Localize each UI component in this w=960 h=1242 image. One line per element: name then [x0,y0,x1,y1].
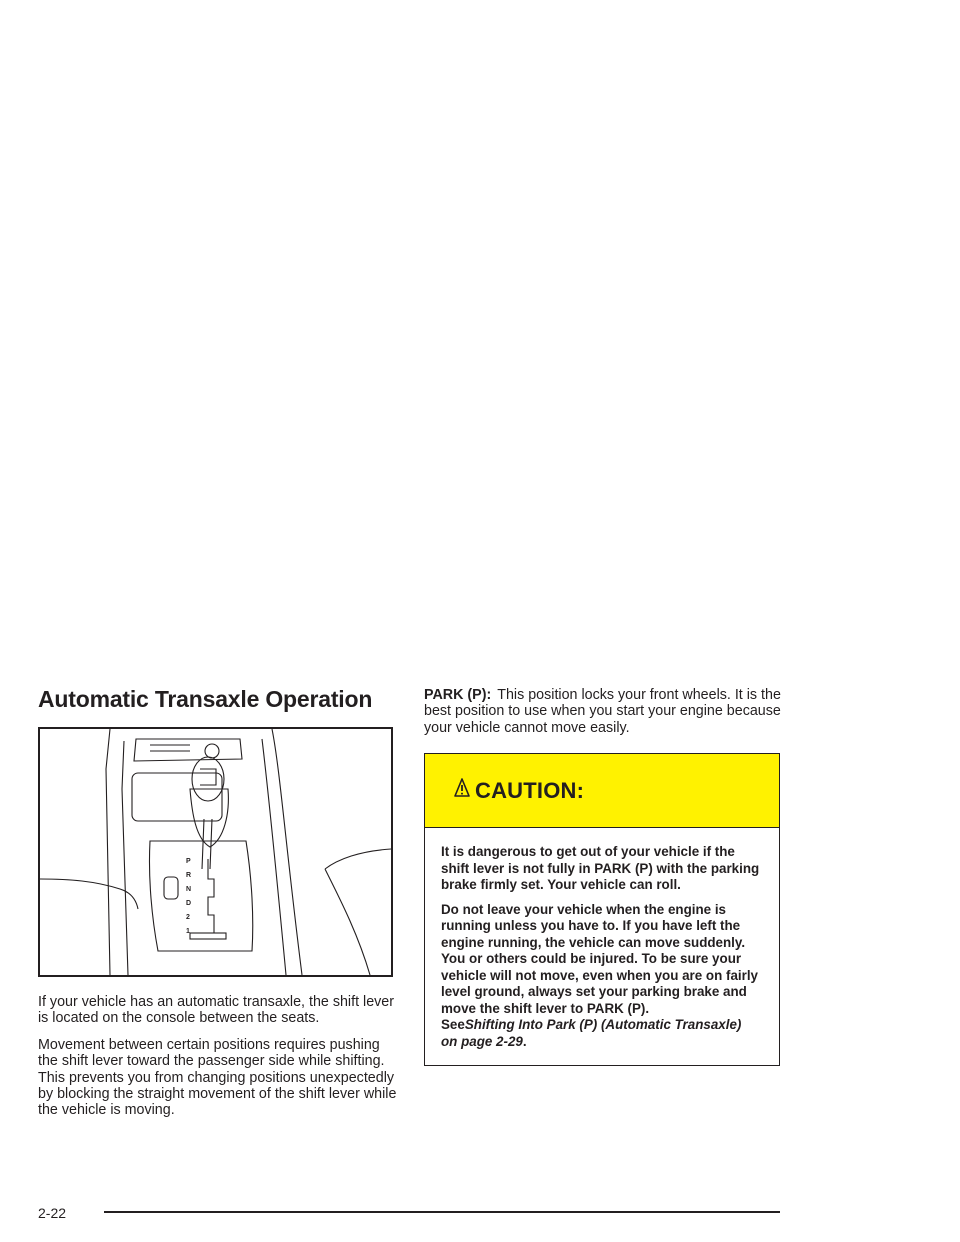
vent-slot [150,745,190,751]
page-number: 2-22 [38,1205,67,1221]
console-inner-right [262,739,286,975]
vent-top [134,739,242,761]
period: . [522,1033,527,1049]
shift-label-1: 1 [186,928,190,935]
cross-reference-link[interactable]: Shifting Into Park (P) (Automatic Transaxle) on page 2-29 [441,1017,742,1049]
caution-header [425,754,779,828]
paragraph: Movement between certain positions requires pushing the shift lever toward the passenger side while shifting. This prevents you from changing positions unexpectedly by blocking the straight movement of the shift lever while the vehicle is moving. [38,1036,397,1119]
shift-stem [202,819,212,869]
knob-button [200,769,216,785]
lighter-knob [205,744,219,758]
caution-text: Do not leave your vehicle when the engine is running unless you have to. If you have left the engine running, the vehicle can move suddenly. You or others could be injured. To be sure your vehicle will not move, even when you are on fairly level ground, always set your parking brake and move the shift lever to PARK (P). [441,901,759,1016]
caution-body [425,828,779,1050]
console-inner [122,741,128,975]
footer-rule [104,1211,780,1213]
seat-left-outline [40,879,138,909]
shift-knob [192,757,224,801]
park-text: This position locks your front wheels. It is the best position to use when you start your engine because your vehicle cannot move easily. [424,687,781,736]
shift-label-r: R [186,872,192,879]
seat-right-outline [325,849,391,869]
console-outer [106,729,110,975]
shift-label-2: 2 [186,914,190,921]
console-outer-right [272,729,302,975]
section-title: Automatic Transaxle Operation [38,686,373,712]
see-label: See [441,1017,465,1032]
storage-lid [132,773,222,821]
park-paragraph [424,687,784,736]
caution-title: CAUTION: [475,777,585,803]
seat-right-edge [325,869,370,975]
shift-lever-illustration [38,727,393,977]
paragraph: If your vehicle has an automatic transaxle, the shift lever is located on the console between the seats. [38,994,395,1027]
warning-triangle-icon [451,776,473,800]
gate-slot [208,859,214,933]
park-description [424,687,784,736]
shift-label-n: N [186,886,192,893]
park-label: PARK (P): [424,687,492,703]
caution-paragraph [441,902,761,1051]
caution-box [424,753,780,1066]
indicator-bar [190,933,226,939]
shift-label-d: D [186,900,192,907]
shift-boot [190,789,228,847]
intro-text [38,994,398,1129]
overdrive-button [164,877,178,899]
shift-label-p: P [186,858,191,865]
gate-plate [149,841,252,951]
caution-paragraph: It is dangerous to get out of your vehicle if the shift lever is not fully in PARK (P) with the parking brake firmly set. Your vehicle can roll. [441,844,760,892]
